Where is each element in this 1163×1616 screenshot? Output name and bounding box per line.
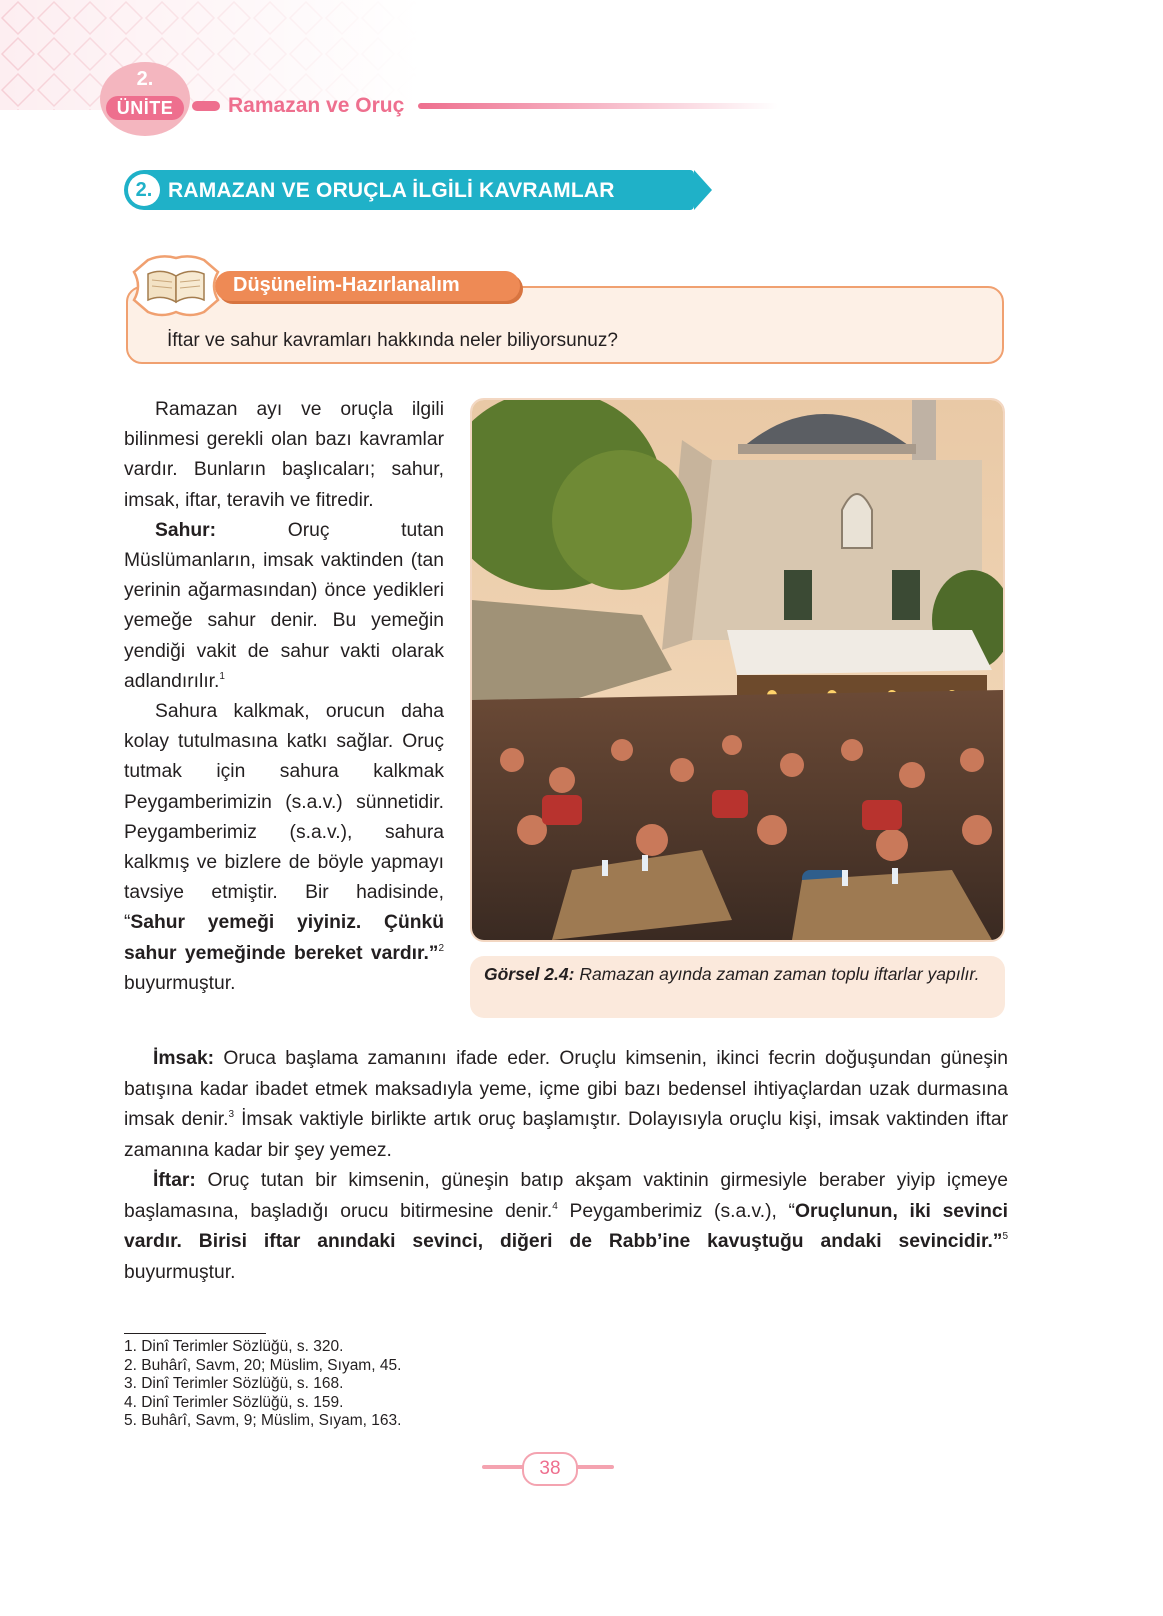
imsak-paragraph [124,1044,1008,1166]
footnote-5: 5. Buhârî, Savm, 9; Müslim, Sıyam, 163. [124,1412,402,1429]
footnote-ref: 1 [219,670,225,682]
imsak-term: İmsak: [153,1048,215,1069]
sahur-text: Oruç tutan Müslümanların, imsak vaktinden (tan yerinin ağarmasından) önce yedikleri yemeğe sahur denir. Bu yemeğin yendiği vakit de sahur vakti olarak adlandırılır. [124,519,444,692]
full-width-text [124,1044,1008,1288]
iftar-photo-illustration [472,400,1003,940]
left-column-text [124,395,444,999]
figure-caption [484,963,994,985]
open-book-icon [130,252,222,318]
footnote-ref: 2 [438,942,444,954]
iftar-end: buyurmuştur. [124,1261,236,1283]
figure-caption-text: Ramazan ayında zaman zaman toplu iftarlar yapılır. [574,964,980,984]
sahur2-text: Sahura kalkmak, orucun daha kolay tutulmasına katkı sağlar. Oruç tutmak için sahura kalkmak Peygamberimizin (s.a.v.) sünnetidir. Peygamberimiz (s.a.v.), sahura kalkmış ve bizlere de böyle yapmayı tavsiye etmiştir. Bir hadisinde, “ [124,701,444,934]
footnote-ref: 5 [1002,1231,1008,1242]
sahur-term: Sahur: [155,519,217,541]
imsak-text-2: İmsak vaktiyle birlikte artık oruç başlamıştır. Dolayısıyla oruçlu kişi, imsak vaktinden iftar zamanına kadar bir şey yemez. [124,1109,1009,1161]
iftar-text: Oruç tutan bir kimsenin, güneşin batıp akşam vaktinin girmesiyle beraber yiyip içmeye başlamasına, başladığı orucu bitirmesine denir. [124,1170,1008,1222]
sahur-paragraph [124,516,444,697]
footnote-ref: 4 [552,1200,558,1212]
unit-word: ÜNİTE [106,96,184,120]
iftar-paragraph [124,1166,1008,1288]
footnote-2: 2. Buhârî, Savm, 20; Müslim, Sıyam, 45. [124,1356,402,1374]
page-number-line-left [482,1465,526,1469]
footnote-ref: 3 [228,1109,235,1120]
footnotes [124,1338,401,1431]
section-title: RAMAZAN VE ORUÇLA İLGİLİ KAVRAMLAR [168,179,615,202]
sahur2-end: buyurmuştur. [124,972,236,994]
figure-label: Görsel 2.4: [484,964,575,984]
iftar-photo [470,398,1005,942]
imsak-text: Oruca başlama zamanını ifade eder. Oruçlu kimsenin, ikinci fecrin doğuşundan güneşin batışına kadar ibadet etmek maksadıyla yeme, içme gibi bazı bedensel ihtiyaçlardan uzak durmasına imsak denir. [124,1048,1008,1130]
unit-pill-decoration [192,101,220,111]
sahur2-paragraph [124,697,444,999]
footnote-3: 3. Dinî Terimler Sözlüğü, s. 168. [124,1375,344,1392]
unit-title: Ramazan ve Oruç [228,94,405,117]
sahur-hadith-quote: Sahur yemeği yiyiniz. Çünkü sahur yemeğinde bereket vardır.” [124,912,444,964]
unit-line-decoration [418,103,778,109]
iftar-hadith-quote: Oruçlunun, iki sevinci vardır. Birisi iftar anındaki sevinci, diğeri de Rabb’ine kavuştuğu andaki sevincidir.” [124,1200,1008,1252]
footnote-1: 1. Dinî Terimler Sözlüğü, s. 320. [124,1338,344,1355]
unit-badge [100,62,190,136]
footnote-4: 4. Dinî Terimler Sözlüğü, s. 159. [124,1393,344,1411]
iftar-term: İftar: [153,1170,196,1191]
iftar-text-2: Peygamberimiz (s.a.v.), “ [557,1200,795,1222]
section-number: 2. [128,174,160,206]
unit-number: 2. [136,68,154,90]
page-number: 38 [522,1452,578,1486]
think-box-title: Düşünelim-Hazırlanalım [233,274,460,296]
intro-paragraph: Ramazan ayı ve oruçla ilgili bilinmesi gerekli olan bazı kavramlar vardır. Bunların başlıcaları; sahur, imsak, iftar, teravih ve fitredir. [124,399,444,511]
footnote-rule [124,1333,266,1334]
think-box-question: İftar ve sahur kavramları hakkında neler biliyorsunuz? [167,330,618,351]
